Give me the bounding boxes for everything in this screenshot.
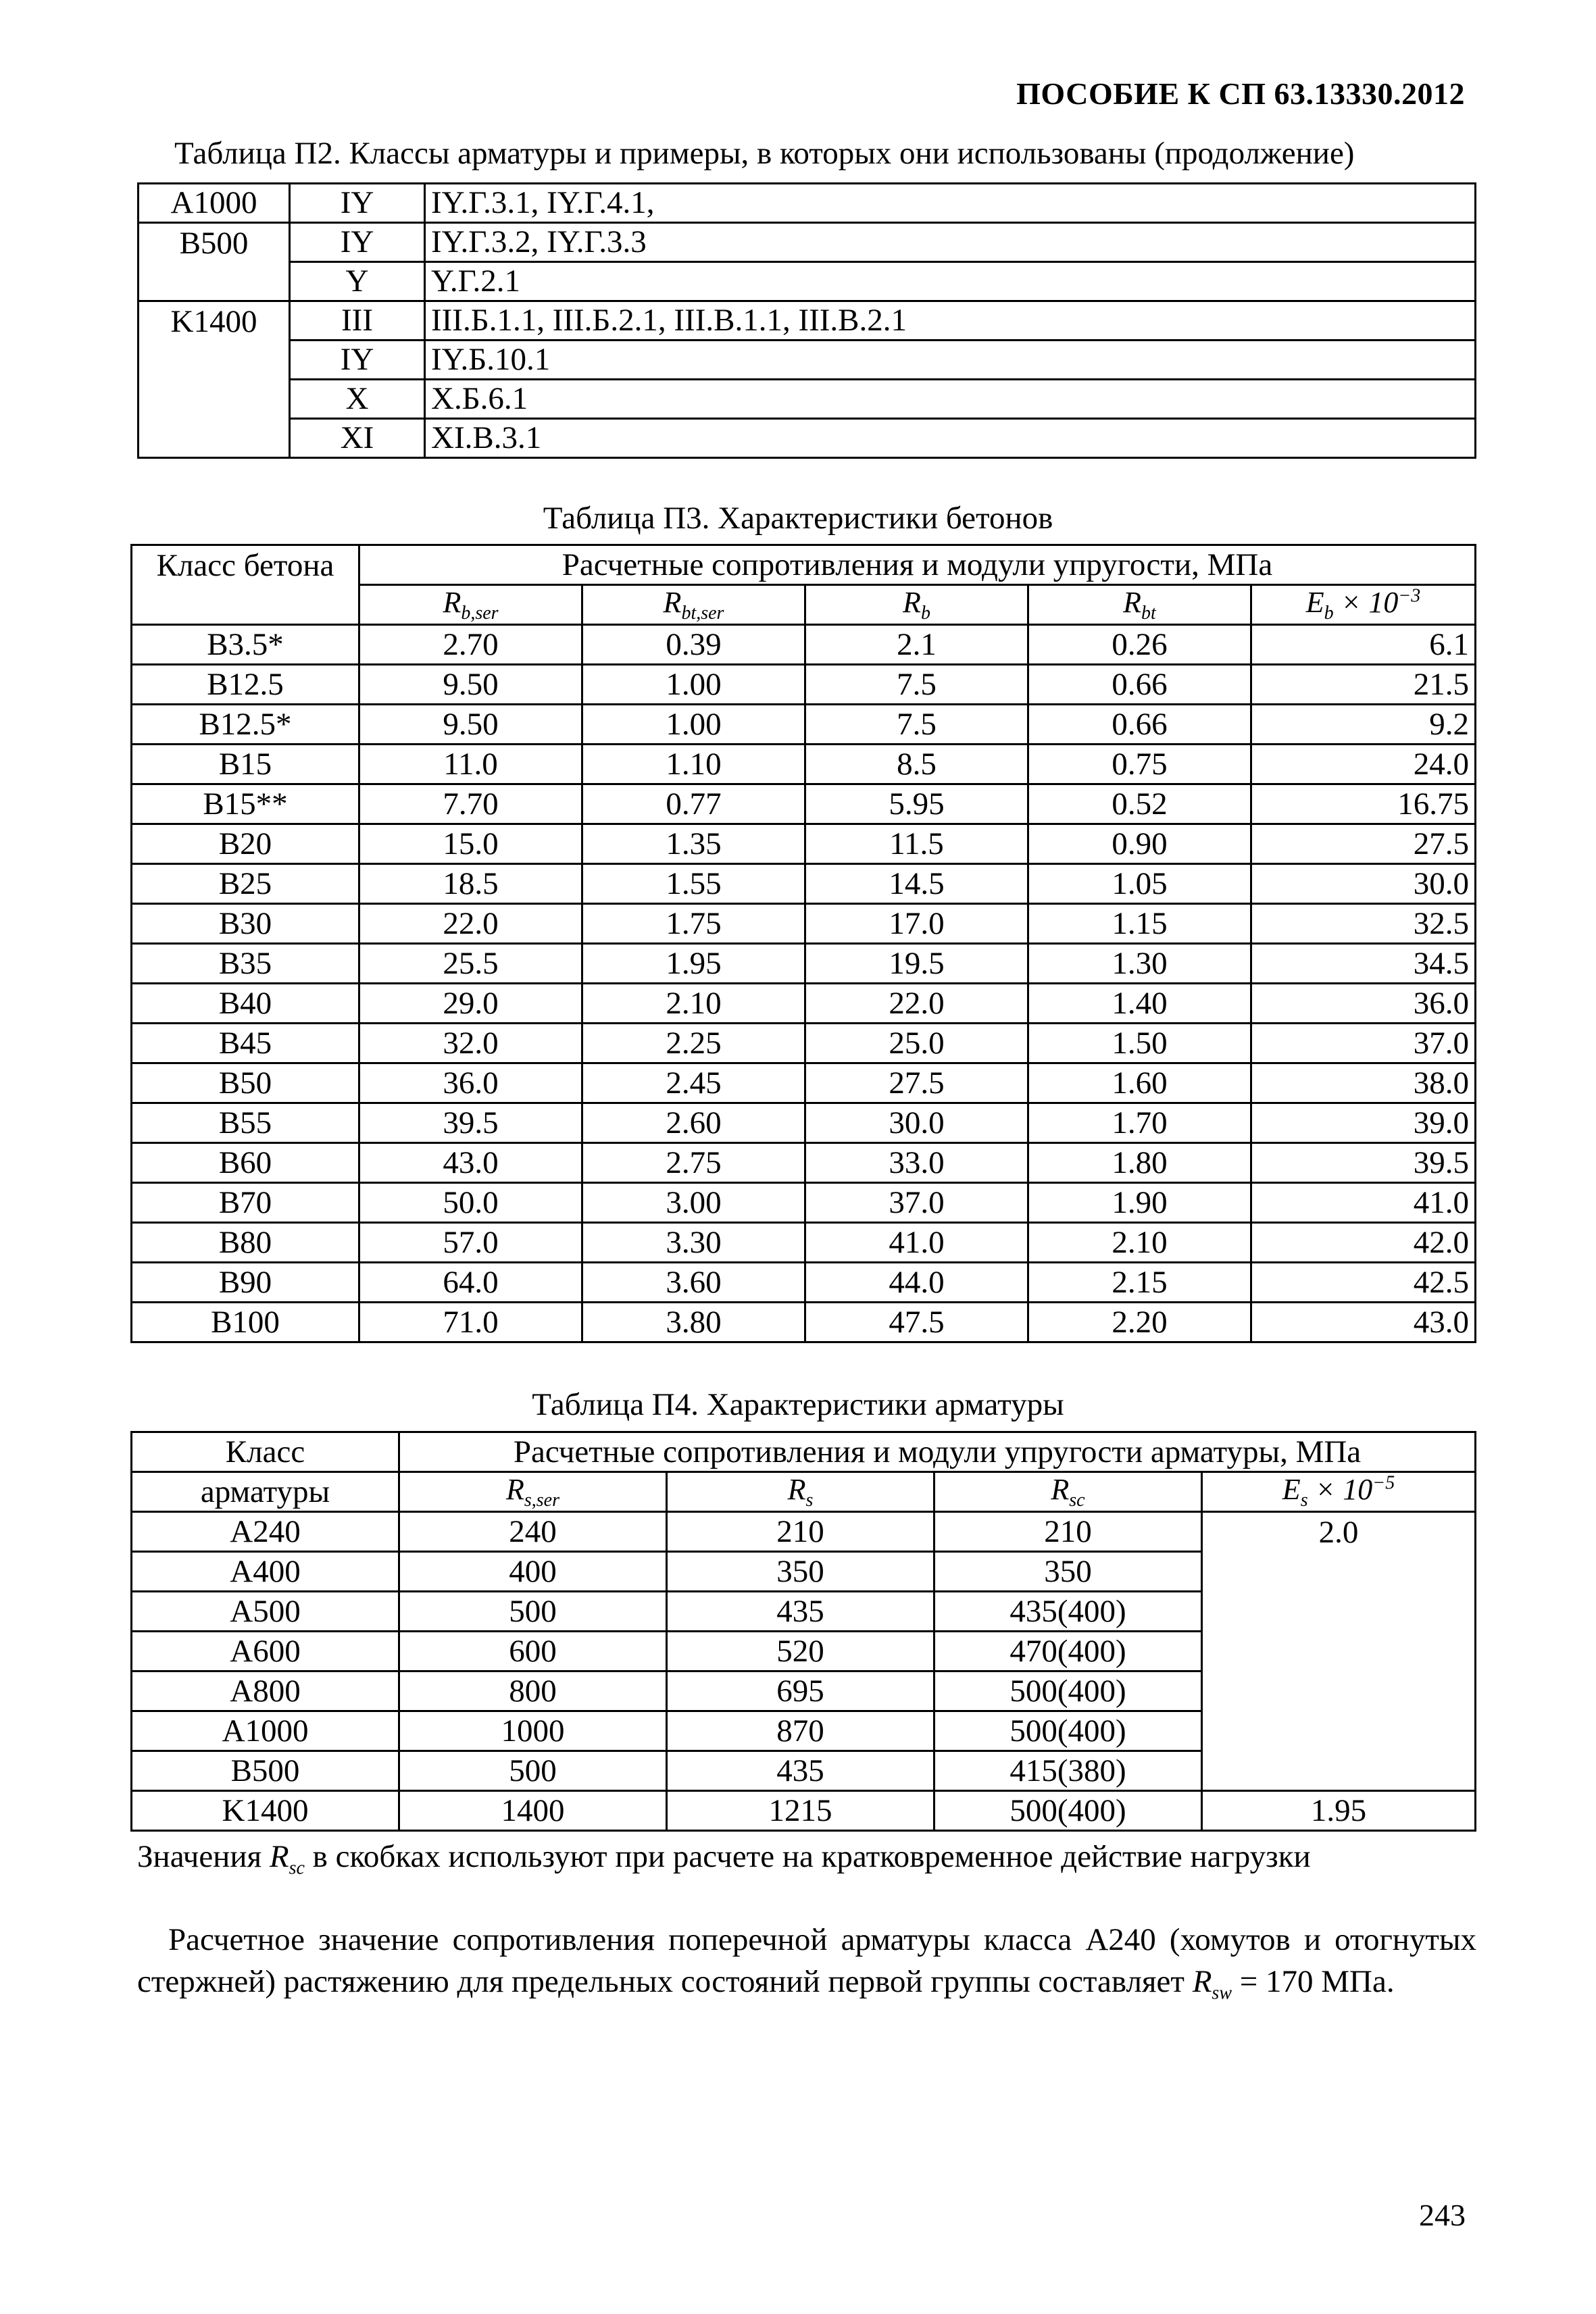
table3-value-cell: 25.0 [805,1024,1028,1063]
table4-value-cell: 435 [667,1592,934,1632]
table3-value-cell: 0.90 [1028,824,1251,864]
paragraph-value: = 170 МПа. [1232,1964,1395,1999]
paragraph-symbol-sub: sw [1212,1982,1232,2004]
table2-row [139,380,1476,419]
table4-value-cell: 415(380) [934,1751,1202,1791]
table4-row [132,1512,1476,1552]
table4-value-cell: 695 [667,1671,934,1711]
table4-col-header-2 [934,1472,1202,1512]
table4-row [132,1791,1476,1831]
table3-value-cell: 64.0 [359,1263,582,1303]
table3-value-cell: 0.77 [582,784,805,824]
table3-value-cell: 0.75 [1028,745,1251,784]
table4-col-header-0 [399,1472,667,1512]
table4-value-cell: 500(400) [934,1671,1202,1711]
table4-class-cell: A240 [132,1512,399,1552]
table3-value-cell: 0.66 [1028,705,1251,745]
table3-value-cell: 32.0 [359,1024,582,1063]
table2-class-cell: B500 [139,223,290,301]
table4-class-cell: A1000 [132,1711,399,1751]
table3-value-cell: 15.0 [359,824,582,864]
table3-value-cell: 30.0 [805,1103,1028,1143]
table3-value-cell: 42.0 [1251,1223,1476,1263]
table3-value-cell: 3.30 [582,1223,805,1263]
table3-value-cell: 1.60 [1028,1063,1251,1103]
page-number: 243 [1419,2198,1466,2232]
table3-value-cell: 37.0 [805,1183,1028,1223]
table3-value-cell: 21.5 [1251,665,1476,705]
table4-value-cell: 1400 [399,1791,667,1831]
table4-col-header-1 [667,1472,934,1512]
table3-value-cell: 11.0 [359,745,582,784]
table3-class-cell: B60 [132,1143,359,1183]
body-paragraph [137,1919,1476,2014]
table4 [130,1431,1476,1832]
table3-value-cell: 1.80 [1028,1143,1251,1183]
table3-class-cell: B70 [132,1183,359,1223]
table3-value-cell: 16.75 [1251,784,1476,824]
table3-class-cell: B90 [132,1263,359,1303]
table3-value-cell: 2.20 [1028,1303,1251,1342]
table3-class-cell: B12.5 [132,665,359,705]
table4-value-cell: 435 [667,1751,934,1791]
table4-value-cell: 600 [399,1632,667,1671]
table3-value-cell: 2.70 [359,625,582,665]
table4-col-header-3 [1202,1472,1476,1512]
table4-col-header-3-symbol: $E_s \times 10^{-5}$ [1282,1472,1395,1511]
table3-value-cell: 39.5 [1251,1143,1476,1183]
table3-value-cell: 39.0 [1251,1103,1476,1143]
table2-row [139,184,1476,223]
table3-row [132,1103,1476,1143]
table2-examples-cell: X.Б.6.1 [425,380,1476,419]
table3-value-cell: 1.35 [582,824,805,864]
table2-row [139,223,1476,262]
table2-examples-cell: IY.Б.10.1 [425,341,1476,380]
table3-col-header-2 [805,585,1028,625]
table4-value-cell: 500(400) [934,1711,1202,1751]
table4-value-cell: 870 [667,1711,934,1751]
table4-class-cell: A600 [132,1632,399,1671]
table3-value-cell: 0.39 [582,625,805,665]
table3-row [132,1143,1476,1183]
table3-value-cell: 1.70 [1028,1103,1251,1143]
table3-caption: Таблица П3. Характеристики бетонов [543,501,1053,536]
table4-value-cell: 350 [934,1552,1202,1592]
table3-value-cell: 36.0 [1251,984,1476,1024]
table3-value-cell: 17.0 [805,904,1028,944]
table3-row [132,1223,1476,1263]
table3-value-cell: 43.0 [359,1143,582,1183]
table3-value-cell: 25.5 [359,944,582,984]
document-header: ПОСОБИЕ К СП 63.13330.2012 [1016,76,1465,111]
table3-class-header: Класс бетона [132,545,359,625]
paragraph-symbol [1192,1964,1232,2004]
table3-col-header-0-symbol: $R_{b,ser}$ [443,586,499,624]
table4-col-header-1-symbol: $R_s$ [787,1473,814,1511]
table2-examples-cell: IY.Г.3.1, IY.Г.4.1, [425,184,1476,223]
table3-value-cell: 0.52 [1028,784,1251,824]
table2-chapter-cell: IY [290,341,425,380]
table3-value-cell: 1.10 [582,745,805,784]
table3-col-header-1 [582,585,805,625]
table3-value-cell: 1.50 [1028,1024,1251,1063]
table3-class-cell: B30 [132,904,359,944]
table3-value-cell: 9.2 [1251,705,1476,745]
table3-class-cell: B100 [132,1303,359,1342]
table4-es-cell: 2.0 [1202,1512,1476,1791]
note-symbol [269,1839,305,1879]
table3-value-cell: 24.0 [1251,745,1476,784]
table3-value-cell: 27.5 [805,1063,1028,1103]
table3-row [132,824,1476,864]
table4-value-cell: 500(400) [934,1791,1202,1831]
table3-value-cell: 5.95 [805,784,1028,824]
table4-class-cell: A800 [132,1671,399,1711]
table3-value-cell: 9.50 [359,705,582,745]
note-prefix: Значения [137,1839,270,1874]
table3-value-cell: 2.10 [582,984,805,1024]
table2-row [139,301,1476,341]
table3-value-cell: 47.5 [805,1303,1028,1342]
table3-class-cell: B55 [132,1103,359,1143]
table3-value-cell: 7.70 [359,784,582,824]
table3-value-cell: 2.60 [582,1103,805,1143]
table2-chapter-cell: XI [290,419,425,458]
table3-value-cell: 0.66 [1028,665,1251,705]
table3-value-cell: 41.0 [1251,1183,1476,1223]
table2-examples-cell: III.Б.1.1, III.Б.2.1, III.В.1.1, III.В.2.1 [425,301,1476,341]
table3-value-cell: 1.05 [1028,864,1251,904]
table2-class-cell: A1000 [139,184,290,223]
table3-value-cell: 9.50 [359,665,582,705]
table3-value-cell: 71.0 [359,1303,582,1342]
table3-value-cell: 2.75 [582,1143,805,1183]
table3-class-cell: B25 [132,864,359,904]
table2-caption: Таблица П2. Классы арматуры и примеры, в которых они использованы (продолжение) [174,136,1355,171]
table3-col-header-4-symbol: $E_b \times 10^{-3}$ [1305,585,1421,624]
table3-row [132,1024,1476,1063]
table3-row [132,904,1476,944]
table4-value-cell: 435(400) [934,1592,1202,1632]
table3-class-cell: B20 [132,824,359,864]
table3-value-cell: 11.5 [805,824,1028,864]
table3-row [132,1303,1476,1342]
table3-value-cell: 1.00 [582,665,805,705]
table4-value-cell: 210 [667,1512,934,1552]
note-symbol-main: R [269,1839,289,1874]
table3-class-cell: B80 [132,1223,359,1263]
table4-value-cell: 470(400) [934,1632,1202,1671]
table3-value-cell: 7.5 [805,705,1028,745]
table3-value-cell: 19.5 [805,944,1028,984]
table3-value-cell: 44.0 [805,1263,1028,1303]
table3-value-cell: 1.40 [1028,984,1251,1024]
table3-value-cell: 18.5 [359,864,582,904]
table4-class-cell: K1400 [132,1791,399,1831]
table3-value-cell: 30.0 [1251,864,1476,904]
table3-value-cell: 2.25 [582,1024,805,1063]
table3-value-cell: 2.1 [805,625,1028,665]
table3-value-cell: 1.30 [1028,944,1251,984]
table3-class-cell: B40 [132,984,359,1024]
table3-value-cell: 0.26 [1028,625,1251,665]
table3-value-cell: 38.0 [1251,1063,1476,1103]
table4-value-cell: 800 [399,1671,667,1711]
table4-value-cell: 1000 [399,1711,667,1751]
table4-value-cell: 1215 [667,1791,934,1831]
table4-group-header: Расчетные сопротивления и модули упругости арматуры, МПа [399,1432,1476,1472]
table3-col-header-4 [1251,585,1476,625]
table2-chapter-cell: X [290,380,425,419]
table3-value-cell: 2.10 [1028,1223,1251,1263]
table3-row [132,984,1476,1024]
table3-value-cell: 8.5 [805,745,1028,784]
table4-value-cell: 240 [399,1512,667,1552]
table3-value-cell: 39.5 [359,1103,582,1143]
table3-col-header-0 [359,585,582,625]
table3-group-header: Расчетные сопротивления и модули упругости, МПа [359,545,1476,585]
table3-col-header-2-symbol: $R_b$ [903,586,930,624]
table2-row [139,419,1476,458]
table2-chapter-cell: IY [290,223,425,262]
table3-class-cell: B15 [132,745,359,784]
table4-value-cell: 350 [667,1552,934,1592]
table3-value-cell: 1.95 [582,944,805,984]
table3-row [132,745,1476,784]
paragraph-symbol-main: R [1192,1964,1212,1999]
table3-value-cell: 50.0 [359,1183,582,1223]
table2-chapter-cell: Y [290,262,425,301]
table3-value-cell: 43.0 [1251,1303,1476,1342]
table3-value-cell: 7.5 [805,665,1028,705]
table2-examples-cell: XI.В.3.1 [425,419,1476,458]
table4-caption: Таблица П4. Характеристики арматуры [532,1387,1064,1422]
table3-value-cell: 57.0 [359,1223,582,1263]
table4-class-header-line2: арматуры [132,1472,399,1512]
note-symbol-sub: sc [289,1857,305,1879]
table3-row [132,864,1476,904]
table3-value-cell: 1.90 [1028,1183,1251,1223]
table3-class-cell: B15** [132,784,359,824]
table2-row [139,262,1476,301]
table4-class-cell: B500 [132,1751,399,1791]
table3-value-cell: 3.80 [582,1303,805,1342]
table3-class-cell: B12.5* [132,705,359,745]
table3-class-cell: B3.5* [132,625,359,665]
table3-row [132,1183,1476,1223]
table3-value-cell: 29.0 [359,984,582,1024]
table3-value-cell: 36.0 [359,1063,582,1103]
table3-value-cell: 42.5 [1251,1263,1476,1303]
table3-value-cell: 1.00 [582,705,805,745]
table3-row [132,665,1476,705]
table3-value-cell: 3.00 [582,1183,805,1223]
table4-value-cell: 500 [399,1751,667,1791]
table3-row [132,705,1476,745]
table4-col-header-0-symbol: $R_{s,ser}$ [505,1473,559,1511]
table4-es-cell: 1.95 [1202,1791,1476,1831]
table3-row [132,944,1476,984]
table3-row [132,1063,1476,1103]
paragraph-text: Расчетное значение сопротивления поперечной арматуры класса А240 (хомутов и отогнутых стержней) растяжению для предельных состояний первой группы составляет [137,1922,1476,1999]
table2-row [139,341,1476,380]
table2-examples-cell: Y.Г.2.1 [425,262,1476,301]
table3-value-cell: 1.75 [582,904,805,944]
table3-value-cell: 6.1 [1251,625,1476,665]
table3-class-cell: B35 [132,944,359,984]
table3 [130,544,1476,1343]
table3-value-cell: 3.60 [582,1263,805,1303]
table3-value-cell: 32.5 [1251,904,1476,944]
table3-value-cell: 2.45 [582,1063,805,1103]
table3-value-cell: 22.0 [359,904,582,944]
table4-note [137,1838,1311,1879]
table3-value-cell: 2.15 [1028,1263,1251,1303]
table3-value-cell: 1.15 [1028,904,1251,944]
table3-value-cell: 22.0 [805,984,1028,1024]
table4-value-cell: 400 [399,1552,667,1592]
table4-class-cell: A400 [132,1552,399,1592]
table4-class-cell: A500 [132,1592,399,1632]
table3-value-cell: 34.5 [1251,944,1476,984]
table3-value-cell: 1.55 [582,864,805,904]
table3-col-header-3 [1028,585,1251,625]
note-suffix: в скобках используют при расчете на кратковременное действие нагрузки [304,1839,1311,1874]
table3-row [132,625,1476,665]
table3-col-header-3-symbol: $R_{bt}$ [1123,586,1156,624]
table4-value-cell: 500 [399,1592,667,1632]
table3-value-cell: 33.0 [805,1143,1028,1183]
table3-value-cell: 37.0 [1251,1024,1476,1063]
table2-class-cell: K1400 [139,301,290,458]
table3-value-cell: 27.5 [1251,824,1476,864]
table2-examples-cell: IY.Г.3.2, IY.Г.3.3 [425,223,1476,262]
table4-col-header-2-symbol: $R_{sc}$ [1051,1473,1085,1511]
table3-class-cell: B45 [132,1024,359,1063]
table3-class-cell: B50 [132,1063,359,1103]
table3-row [132,784,1476,824]
table2-chapter-cell: IY [290,184,425,223]
table2 [137,182,1476,459]
table4-value-cell: 210 [934,1512,1202,1552]
table3-row [132,1263,1476,1303]
table3-value-cell: 41.0 [805,1223,1028,1263]
table4-value-cell: 520 [667,1632,934,1671]
table3-col-header-1-symbol: $R_{bt,ser}$ [663,586,724,624]
table2-chapter-cell: III [290,301,425,341]
table3-value-cell: 14.5 [805,864,1028,904]
table4-class-header-line1: Класс [132,1432,399,1472]
